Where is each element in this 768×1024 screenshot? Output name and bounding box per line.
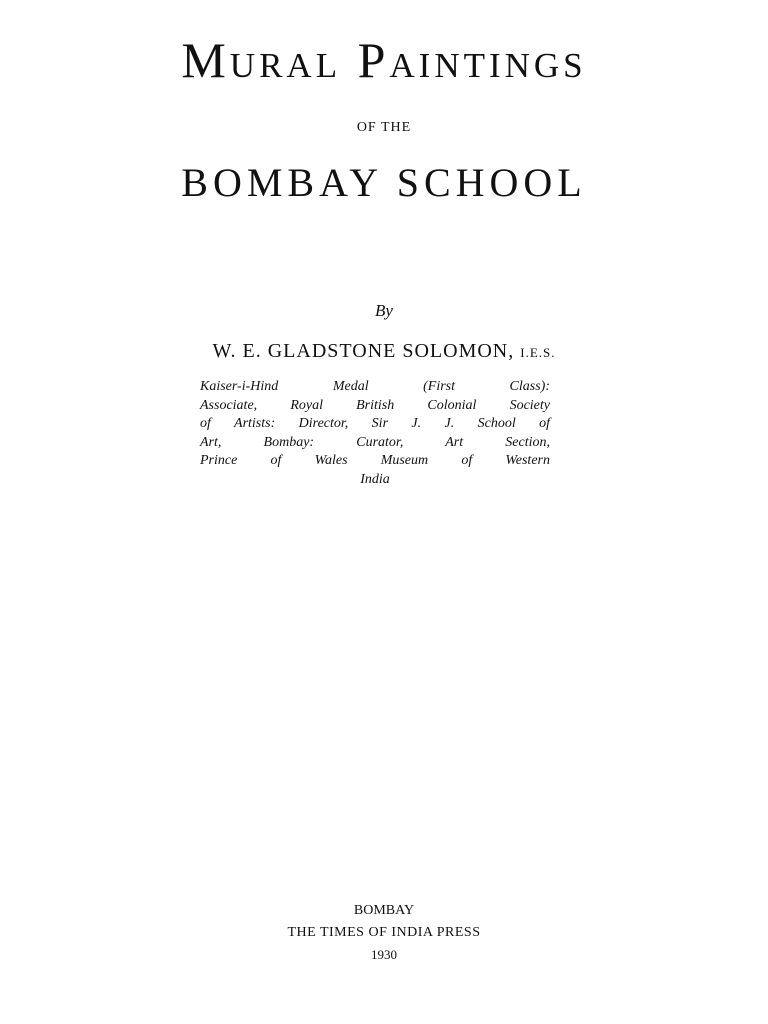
author-credentials [200,378,550,489]
credentials-line: Art, Bombay: Curator, Art Section, [200,434,550,450]
credentials-line: Prince of Wales Museum of Western [200,453,550,468]
author-line [0,338,768,366]
credentials-line: India [360,471,390,487]
imprint-year: 1930 [371,947,397,962]
book-subtitle: BOMBAY SCHOOL [181,160,587,205]
title-connector: OF THE [356,120,412,135]
imprint-city: BOMBAY [353,903,415,918]
by-line: By [375,301,393,320]
credentials-line: Associate, Royal British Colonial Society [200,397,550,413]
imprint-publisher: THE TIMES OF INDIA PRESS [287,925,481,940]
author-name: W. E. GLADSTONE SOLOMON, [212,340,515,362]
author-suffix: I.E.S. [520,345,556,360]
book-title: Mural Paintings [181,32,587,88]
credentials-line: Kaiser-i-Hind Medal (First Class): [200,379,550,394]
credentials-line: of Artists: Director, Sir J. J. School of [200,416,550,431]
